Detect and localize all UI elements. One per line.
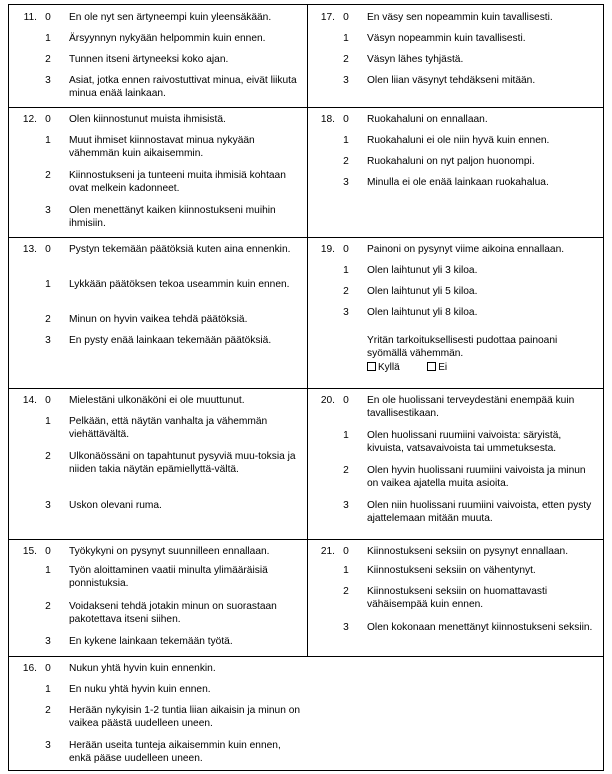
option-level: 1 <box>45 416 51 427</box>
option-text: En nuku yhtä hyvin kuin ennen. <box>69 684 211 695</box>
option-text: Ruokahaluni on ennallaan. <box>367 114 488 125</box>
option-level: 3 <box>45 75 51 86</box>
option-text: Minun on hyvin vaikea tehdä päätöksiä. <box>69 314 248 325</box>
item-19 <box>313 243 601 388</box>
option-text: Pelkään, että näytän vanhalta ja vähemmän viehättävältä. <box>69 416 268 440</box>
option-level: 0 <box>45 244 51 255</box>
option-level: 1 <box>343 33 349 44</box>
option-text: Kiinnostukseni ja tunteeni muita ihmisiä kohtaan ovat melkein kadonneet. <box>69 170 286 194</box>
questionnaire-table <box>8 4 604 771</box>
item-number: 19. <box>320 244 335 255</box>
option-level: 0 <box>45 395 51 406</box>
option-text: Muut ihmiset kiinnostavat minua nykyään vähemmän kuin aikaisemmin. <box>69 135 255 159</box>
item-number: 11. <box>23 12 37 23</box>
yes-option[interactable] <box>367 362 400 373</box>
item-21 <box>313 545 601 656</box>
option-level: 2 <box>45 705 51 716</box>
weight-loss-question: Yritän tarkoituksellisesti pudottaa painoani syömällä vähemmän. <box>367 335 558 359</box>
item-15 <box>15 545 303 656</box>
option-level: 3 <box>343 622 349 633</box>
option-level: 3 <box>45 500 51 511</box>
item-17 <box>313 11 601 107</box>
option-text: Olen laihtunut yli 8 kiloa. <box>367 307 478 318</box>
option-text: Herään useita tunteja aikaisemmin kuin ennen, enkä pääse uudelleen uneen. <box>69 740 281 764</box>
option-level: 3 <box>343 75 349 86</box>
no-checkbox[interactable] <box>427 362 436 371</box>
item-number: 14. <box>22 395 37 406</box>
option-text: Olen niin huolissani ruumiini vaivoista, etten pysty ajattelemaan mitään muuta. <box>367 500 592 524</box>
option-level: 1 <box>45 33 51 44</box>
item-number: 20. <box>320 395 335 406</box>
option-text: Ärsyynnyn nykyään helpommin kuin ennen. <box>69 33 266 44</box>
no-option[interactable] <box>427 362 447 373</box>
option-level: 3 <box>45 740 51 751</box>
item-number: 13. <box>22 244 37 255</box>
option-text: Tunnen itseni ärtyneeksi koko ajan. <box>69 54 229 65</box>
option-level: 2 <box>343 586 349 597</box>
item-16 <box>15 662 303 770</box>
option-level: 1 <box>45 279 51 290</box>
option-text: Olen menettänyt kaiken kiinnostukseni muihin ihmisiin. <box>69 205 276 229</box>
option-text: Nukun yhtä hyvin kuin ennenkin. <box>69 663 216 674</box>
option-level: 0 <box>343 114 349 125</box>
option-level: 3 <box>343 307 349 318</box>
item-11 <box>15 11 303 107</box>
option-text: Olen laihtunut yli 3 kiloa. <box>367 265 478 276</box>
option-level: 2 <box>343 156 349 167</box>
item-number: 12. <box>22 114 37 125</box>
option-text: Ruokahaluni on nyt paljon huonompi. <box>367 156 535 167</box>
option-text: Työn aloittaminen vaatii minulta ylimääräisiä ponnistuksia. <box>69 565 268 589</box>
option-text: Olen liian väsynyt tehdäkseni mitään. <box>367 75 536 86</box>
option-level: 3 <box>45 636 51 647</box>
option-level: 3 <box>45 205 51 216</box>
option-text: Ulkonäössäni on tapahtunut pysyviä muu-toksia ja niiden takia näytän epämiellyttä-vältä. <box>69 451 296 475</box>
item-number: 21. <box>320 546 335 557</box>
item-number: 18. <box>320 114 335 125</box>
option-text: Olen kokonaan menettänyt kiinnostukseni seksiin. <box>367 622 593 633</box>
option-text: Olen hyvin huolissani ruumiini vaivoista ja minun on vaikea ajatella muita asioita. <box>367 465 586 489</box>
no-label: Ei <box>438 362 448 373</box>
option-level: 2 <box>343 286 349 297</box>
option-text: Työkykyni on pysynyt suunnilleen ennallaan. <box>69 546 270 557</box>
option-text: En pysty enää lainkaan tekemään päätöksiä. <box>69 335 272 346</box>
option-level: 1 <box>343 430 349 441</box>
option-level: 1 <box>343 135 349 146</box>
option-text: Painoni on pysynyt viime aikoina ennallaan. <box>367 244 565 255</box>
option-text: En ole nyt sen ärtyneempi kuin yleensäkään. <box>69 12 272 23</box>
option-level: 0 <box>45 663 51 674</box>
option-text: Asiat, jotka ennen raivostuttivat minua, eivät liikuta minua enää lainkaan. <box>69 75 297 99</box>
option-text: Voidakseni tehdä jotakin minun on suorastaan pakotettava itseni siihen. <box>69 601 277 625</box>
option-level: 2 <box>45 170 51 181</box>
option-level: 2 <box>45 451 51 462</box>
option-text: Olen laihtunut yli 5 kiloa. <box>367 286 478 297</box>
option-text: Ruokahaluni ei ole niin hyvä kuin ennen. <box>367 135 550 146</box>
row-divider <box>9 107 603 108</box>
yes-label: Kyllä <box>378 362 400 373</box>
option-level: 0 <box>343 546 349 557</box>
row-divider <box>9 539 603 540</box>
option-level: 1 <box>343 265 349 276</box>
option-level: 3 <box>343 177 349 188</box>
option-level: 0 <box>45 114 51 125</box>
row-divider <box>9 237 603 238</box>
item-12 <box>15 113 303 237</box>
option-text: Olen huolissani ruumiini vaivoista: säryistä, kivuista, vatsavaivoista tai ummetuksesta. <box>367 430 562 454</box>
option-level: 0 <box>343 244 349 255</box>
option-level: 0 <box>343 395 349 406</box>
option-level: 1 <box>45 565 51 576</box>
option-level: 2 <box>45 314 51 325</box>
option-text: Uskon olevani ruma. <box>69 500 162 511</box>
option-text: Väsyn nopeammin kuin tavallisesti. <box>367 33 526 44</box>
option-text: Mielestäni ulkonäköni ei ole muuttunut. <box>69 395 245 406</box>
option-level: 1 <box>343 565 349 576</box>
option-level: 0 <box>343 12 349 23</box>
row-divider <box>9 656 603 657</box>
row-divider <box>9 388 603 389</box>
item-number: 15. <box>22 546 37 557</box>
option-text: Lykkään päätöksen tekoa useammin kuin ennen. <box>69 279 290 290</box>
option-level: 3 <box>45 335 51 346</box>
option-text: Kiinnostukseni seksiin on huomattavasti vähäisempää kuin ennen. <box>367 586 548 610</box>
option-text: Pystyn tekemään päätöksiä kuten aina ennenkin. <box>69 244 291 255</box>
option-level: 1 <box>45 684 51 695</box>
option-text: Väsyn lähes tyhjästä. <box>367 54 464 65</box>
yes-checkbox[interactable] <box>367 362 376 371</box>
option-level: 2 <box>343 465 349 476</box>
option-level: 0 <box>45 546 51 557</box>
option-level: 3 <box>343 500 349 511</box>
option-level: 2 <box>45 601 51 612</box>
option-text: En ole huolissani terveydestäni enempää kuin tavallisestikaan. <box>367 395 575 419</box>
item-number: 16. <box>22 663 37 674</box>
option-text: Olen kiinnostunut muista ihmisistä. <box>69 114 226 125</box>
item-18 <box>313 113 601 237</box>
weight-loss-choices <box>367 362 447 374</box>
option-text: Kiinnostukseni seksiin on pysynyt ennallaan. <box>367 546 569 557</box>
item-14 <box>15 394 303 539</box>
option-level: 2 <box>45 54 51 65</box>
item-number: 17. <box>320 12 335 23</box>
option-level: 2 <box>343 54 349 65</box>
column-divider <box>307 5 308 656</box>
option-text: En kykene lainkaan tekemään työtä. <box>69 636 233 647</box>
option-text: Kiinnostukseni seksiin on vähentynyt. <box>367 565 536 576</box>
option-text: Minulla ei ole enää lainkaan ruokahalua. <box>367 177 549 188</box>
option-level: 0 <box>45 12 51 23</box>
option-text: En väsy sen nopeammin kuin tavallisesti. <box>367 12 553 23</box>
option-level: 1 <box>45 135 51 146</box>
option-text: Herään nykyisin 1-2 tuntia liian aikaisin ja minun on vaikea päästä uudelleen uneen. <box>69 705 301 729</box>
item-13 <box>15 243 303 388</box>
item-20 <box>313 394 601 539</box>
